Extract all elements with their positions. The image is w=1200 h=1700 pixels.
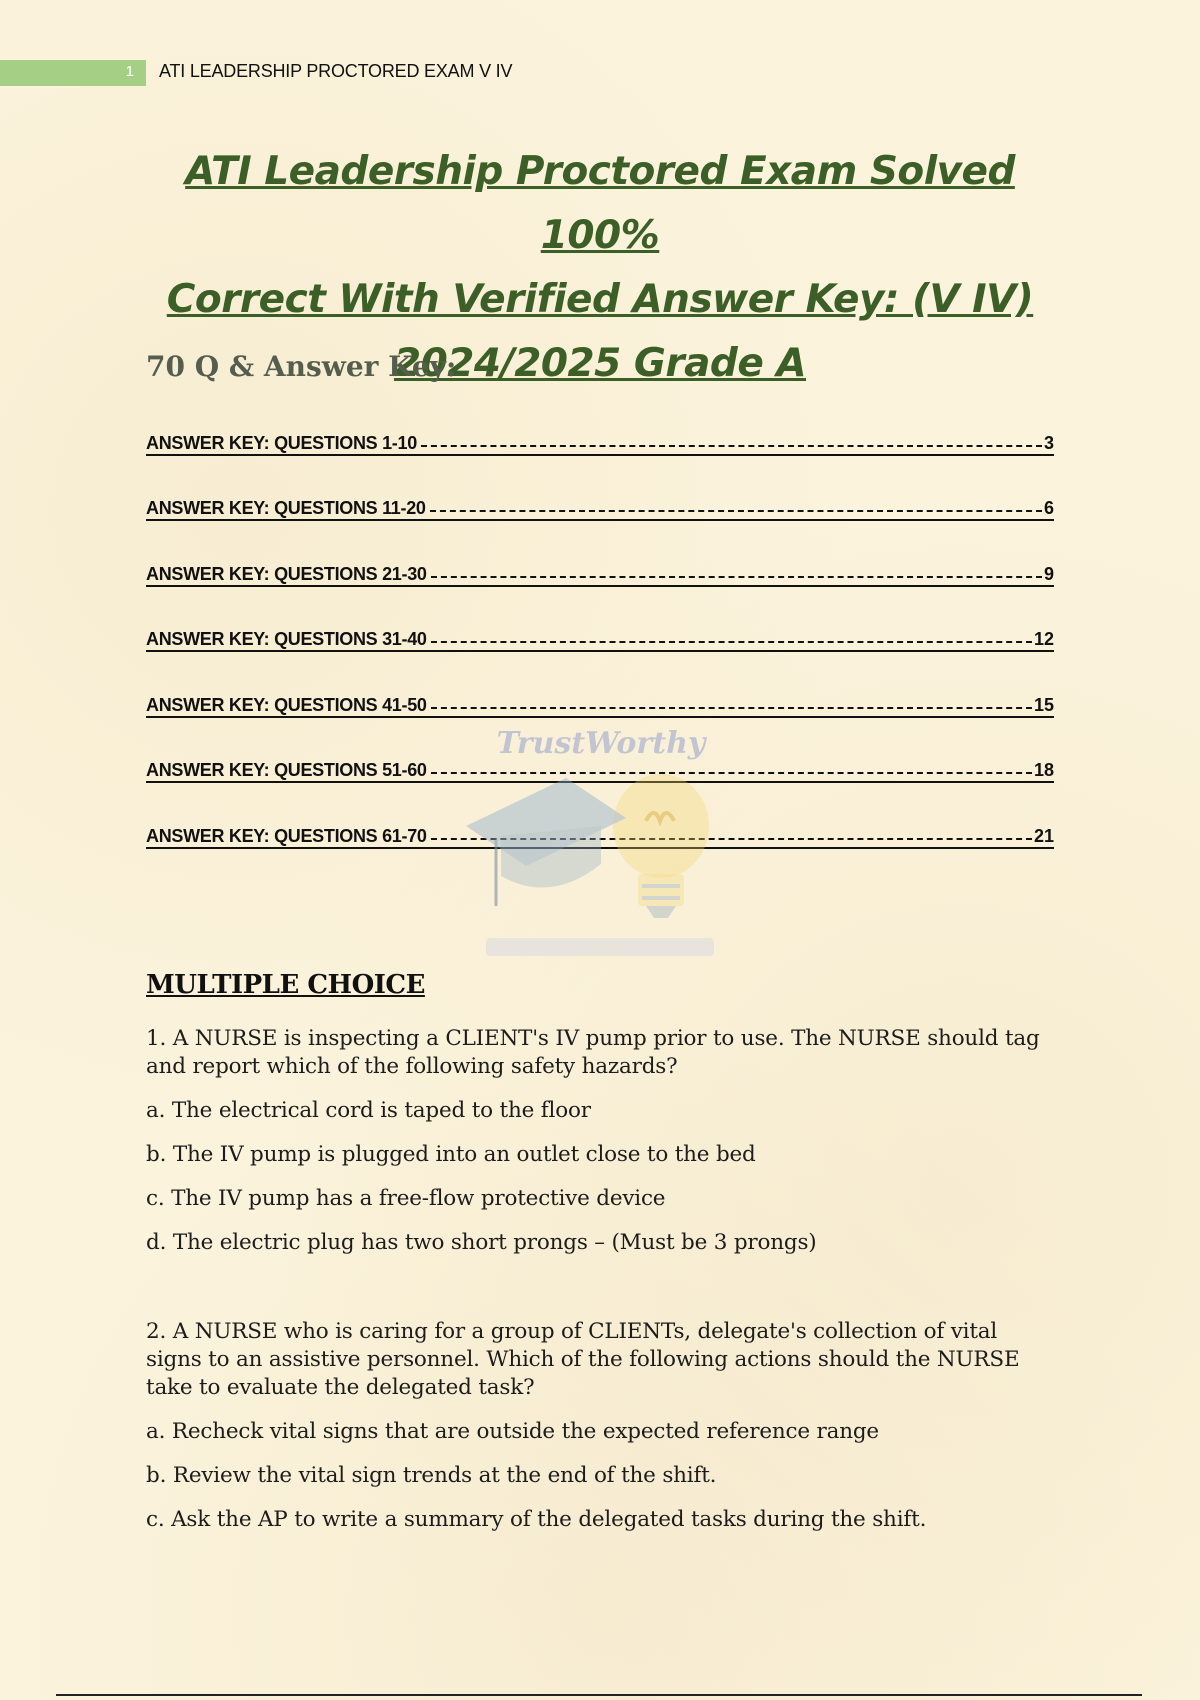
toc-entry-label: ANSWER KEY: QUESTIONS 41-50 — [146, 695, 427, 715]
toc-entry-page: 6 — [1043, 498, 1054, 518]
toc-leader-dots — [430, 507, 1042, 512]
toc-entry-label: ANSWER KEY: QUESTIONS 51-60 — [146, 760, 427, 780]
toc-entry-page: 15 — [1033, 695, 1054, 715]
toc-entry-label: ANSWER KEY: QUESTIONS 1-10 — [146, 433, 417, 453]
answer-option: b. Review the vital sign trends at the end of the shift. — [146, 1463, 717, 1488]
question-2 — [146, 1318, 1056, 1550]
answer-option: d. The electric plug has two short prongs – (Must be 3 prongs) — [146, 1230, 817, 1255]
answer-option: a. Recheck vital signs that are outside the expected reference range — [146, 1419, 879, 1444]
watermark-text: TrustWorthy — [496, 726, 706, 761]
toc-entry-label: ANSWER KEY: QUESTIONS 21-30 — [146, 564, 427, 584]
toc-entry[interactable] — [146, 426, 1054, 456]
answer-key-subtitle: 70 Q & Answer Key: — [146, 350, 457, 383]
question-stem: 1. A NURSE is inspecting a CLIENT's IV pump prior to use. The NURSE should tag and report which of the following safety hazards? — [146, 1026, 1040, 1079]
page-number: 1 — [125, 63, 134, 80]
toc-entry-label: ANSWER KEY: QUESTIONS 11-20 — [146, 498, 426, 518]
toc-entry-label: ANSWER KEY: QUESTIONS 61-70 — [146, 826, 427, 846]
toc-entry-page: 21 — [1033, 826, 1054, 846]
document-title-line-1: ATI Leadership Proctored Exam Solved 100% — [185, 149, 1015, 258]
toc-entry-label: ANSWER KEY: QUESTIONS 31-40 — [146, 629, 427, 649]
toc-entry[interactable] — [146, 491, 1054, 521]
running-header-title: ATI LEADERSHIP PROCTORED EXAM V IV — [159, 61, 513, 81]
toc-leader-dots — [431, 638, 1032, 643]
toc-entry-page: 3 — [1043, 433, 1054, 453]
toc-entry-page: 12 — [1033, 629, 1054, 649]
trustworthy-watermark-logo — [456, 726, 744, 974]
toc-leader-dots — [421, 442, 1042, 447]
question-stem: 2. A NURSE who is caring for a group of CLIENTs, delegate's collection of vital signs to an assistive personnel. Which of the following actions should the NURSE take to evaluate the delegated task? — [146, 1319, 1020, 1400]
document-title-line-2: Correct With Verified Answer Key: (V IV) — [166, 277, 1034, 322]
toc-leader-dots — [431, 704, 1032, 709]
answer-option: c. The IV pump has a free-flow protective device — [146, 1186, 666, 1211]
footer-divider — [56, 1694, 1142, 1696]
section-title-multiple-choice: MULTIPLE CHOICE — [146, 970, 425, 1000]
answer-option: c. Ask the AP to write a summary of the delegated tasks during the shift. — [146, 1507, 927, 1532]
answer-option: a. The electrical cord is taped to the floor — [146, 1098, 591, 1123]
toc-entry[interactable] — [146, 688, 1054, 718]
toc-entry[interactable] — [146, 557, 1054, 587]
question-1 — [146, 1025, 1056, 1273]
header-page-number-bar — [0, 60, 146, 86]
watermark-tagline-graphic — [456, 932, 744, 962]
toc-entry-page: 9 — [1043, 564, 1054, 584]
toc-leader-dots — [431, 573, 1042, 578]
document-title-line-3: 2024/2025 Grade A — [393, 341, 807, 386]
toc-entry[interactable] — [146, 622, 1054, 652]
answer-option: b. The IV pump is plugged into an outlet close to the bed — [146, 1142, 756, 1167]
toc-entry-page: 18 — [1033, 760, 1054, 780]
